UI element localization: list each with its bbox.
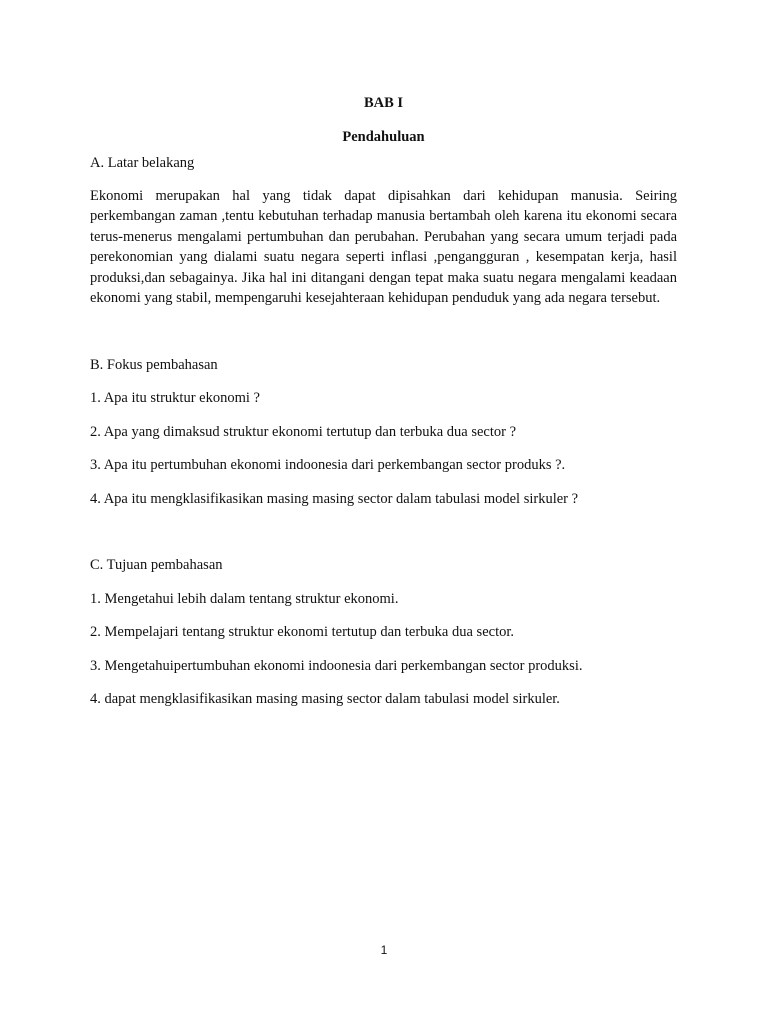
objective-item-2: 2. Mempelajari tentang struktur ekonomi tertutup dan terbuka dua sector.: [90, 624, 515, 640]
section-heading-a: A. Latar belakang: [90, 155, 195, 171]
chapter-label: BAB I: [363, 95, 404, 111]
objective-item-4: 4. dapat mengklasifikasikan masing masing sector dalam tabulasi model sirkuler.: [90, 691, 560, 707]
section-heading-c: C. Tujuan pembahasan: [90, 557, 223, 573]
objective-item-1: 1. Mengetahui lebih dalam tentang struktur ekonomi.: [90, 590, 399, 607]
chapter-title: Pendahuluan: [342, 128, 425, 145]
objective-item-3: 3. Mengetahuipertumbuhan ekonomi indoonesia dari perkembangan sector produksi.: [90, 657, 583, 674]
section-heading-b: B. Fokus pembahasan: [90, 356, 218, 373]
focus-item-1: 1. Apa itu struktur ekonomi ?: [90, 390, 260, 406]
page-number: 1: [380, 943, 388, 957]
document-content: [90, 93, 677, 710]
focus-item-3: 3. Apa itu pertumbuhan ekonomi indoonesia dari perkembangan sector produks ?.: [90, 457, 566, 473]
background-paragraph: Ekonomi merupakan hal yang tidak dapat dipisahkan dari kehidupan manusia. Seiring perkembangan zaman ,tentu kebutuhan terhadap manusia bertambah oleh karena itu ekonomi secara terus-menerus mengalami pertumbuhan dan perubahan. Perubahan yang secara umum terjadi pada perekonomian yang dialami suatu negara seperti inflasi ,pengangguran , kesempatan kerja, hasil produksi,dan sebagainya. Jika hal ini ditangani dengan tepat maka suatu negara mengalami keadaan ekonomi yang stabil, mempengaruhi kesejahteraan kehidupan penduduk yang ada negara tersebut.: [90, 187, 677, 306]
focus-item-2: 2. Apa yang dimaksud struktur ekonomi tertutup dan terbuka dua sector ?: [90, 423, 517, 440]
focus-item-4: 4. Apa itu mengklasifikasikan masing masing sector dalam tabulasi model sirkuler ?: [90, 490, 579, 507]
